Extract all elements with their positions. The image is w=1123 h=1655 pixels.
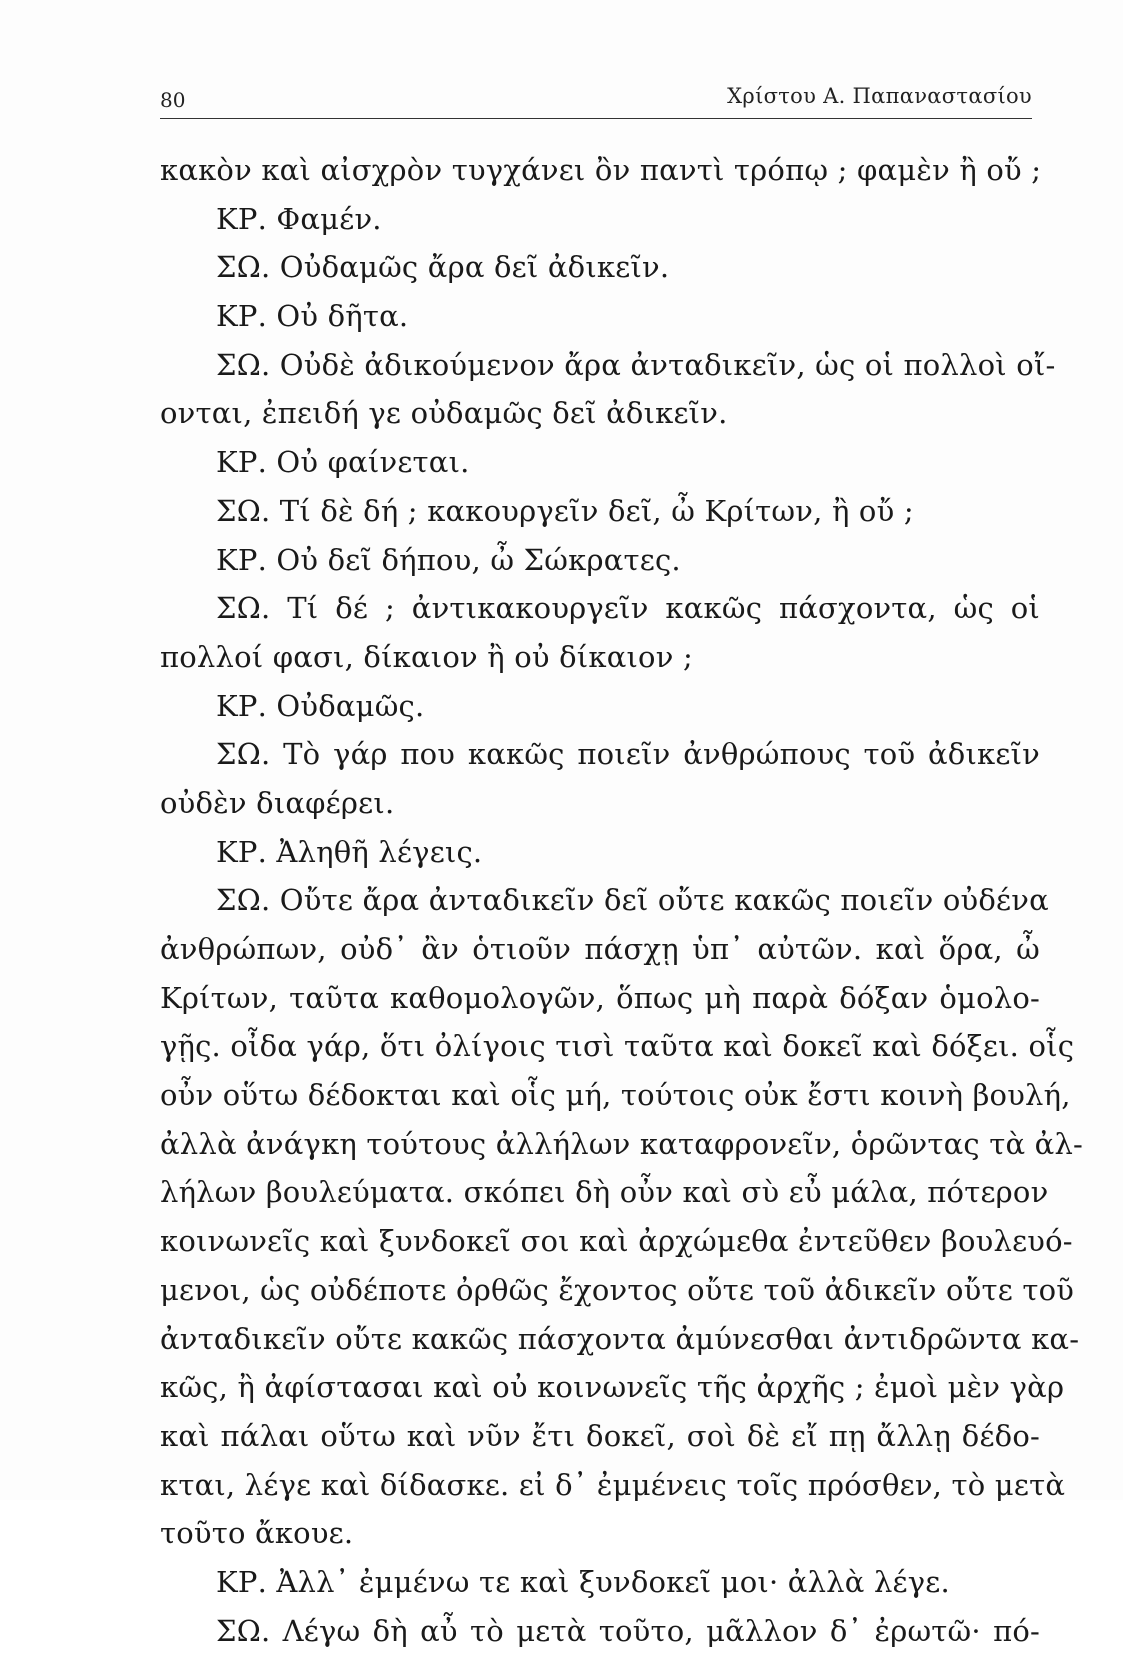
text-line: ΚΡ. Φαμέν. (216, 201, 382, 236)
text-line: ΣΩ. Τὸ γάρ που κακῶς ποιεῖν ἀνθρώπους τοῦ ἀδικεῖν (216, 737, 1040, 772)
text-line: ΚΡ. Οὐ δῆτα. (216, 299, 409, 334)
header-rule (160, 118, 1032, 119)
dialogue-text (160, 146, 1084, 1655)
text-line: ΣΩ. Οὐδὲ ἀδικούμενον ἄρα ἀνταδικεῖν, ὡς οἱ πολλοὶ οἴ- (216, 347, 1056, 382)
text-line: Κρίτων, ταῦτα καθομολογῶν, ὅπως μὴ παρὰ δόξαν ὁμολο- (160, 980, 1040, 1015)
text-line: ΚΡ. Οὐ φαίνεται. (216, 445, 470, 480)
text-line: κται, λέγε καὶ δίδασκε. εἰ δ᾽ ἐμμένεις τοῖς πρόσθεν, τὸ μετὰ (160, 1467, 1066, 1502)
text-line: ἀνταδικεῖν οὔτε κακῶς πάσχοντα ἀμύνεσθαι ἀντιδρῶντα κα- (160, 1321, 1080, 1356)
text-line: οὐδὲν διαφέρει. (160, 785, 395, 820)
text-line: καὶ πάλαι οὕτω καὶ νῦν ἔτι δοκεῖ, σοὶ δὲ εἴ πῃ ἄλλῃ δέδο- (160, 1418, 1040, 1453)
text-line: ΣΩ. Οὐδαμῶς ἄρα δεῖ ἀδικεῖν. (216, 250, 670, 285)
page-number: 80 (160, 88, 186, 112)
text-line: λήλων βουλεύματα. σκόπει δὴ οὖν καὶ σὺ εὖ μάλα, πότερον (160, 1175, 1049, 1210)
text-line: ΣΩ. Λέγω δὴ αὖ τὸ μετὰ τοῦτο, μᾶλλον δ᾽ ἐρωτῶ· πό- (216, 1613, 1040, 1648)
text-line: πολλοί φασι, δίκαιον ἢ οὐ δίκαιον ; (160, 639, 693, 674)
text-line: τοῦτο ἄκουε. (160, 1516, 354, 1551)
text-line: γῇς. οἶδα γάρ, ὅτι ὀλίγοις τισὶ ταῦτα καὶ δοκεῖ καὶ δόξει. οἷς (160, 1029, 1075, 1064)
text-line: ΚΡ. Οὐ δεῖ δήπου, ὦ Σώκρατες. (216, 542, 681, 577)
text-line: κακὸν καὶ αἰσχρὸν τυγχάνει ὂν παντὶ τρόπῳ ; φαμὲν ἢ οὔ ; (160, 153, 1042, 187)
text-line: κῶς, ἢ ἀφίστασαι καὶ οὐ κοινωνεῖς τῆς ἀρχῆς ; ἐμοὶ μὲν γὰρ (160, 1370, 1065, 1405)
text-line: ΚΡ. Ἀληθῆ λέγεις. (216, 834, 483, 869)
text-line: ΚΡ. Οὐδαμῶς. (216, 688, 425, 723)
text-line: ονται, ἐπειδή γε οὐδαμῶς δεῖ ἀδικεῖν. (160, 396, 728, 431)
running-head: Χρίστου Α. Παπαναστασίου (727, 84, 1032, 108)
text-line: ἀνθρώπων, οὐδ᾽ ἂν ὁτιοῦν πάσχῃ ὑπ᾽ αὐτῶν. καὶ ὅρα, ὦ (160, 932, 1040, 966)
text-line: ΣΩ. Τί δέ ; ἀντικακουργεῖν κακῶς πάσχοντα, ὡς οἱ (216, 591, 1040, 626)
text-line: ΣΩ. Τί δὲ δή ; κακουργεῖν δεῖ, ὦ Κρίτων, ἢ οὔ ; (216, 493, 914, 528)
text-line: κοινωνεῖς καὶ ξυνδοκεῖ σοι καὶ ἀρχώμεθα ἐντεῦθεν βουλευό- (160, 1224, 1073, 1259)
text-line: ΣΩ. Οὔτε ἄρα ἀνταδικεῖν δεῖ οὔτε κακῶς ποιεῖν οὐδένα (216, 883, 1049, 918)
page-header (160, 80, 1032, 110)
text-line: μενοι, ὡς οὐδέποτε ὀρθῶς ἔχοντος οὔτε τοῦ ἀδικεῖν οὔτε τοῦ (160, 1272, 1075, 1307)
text-line: οὖν οὕτω δέδοκται καὶ οἷς μή, τούτοις οὐκ ἔστι κοινὴ βουλή, (160, 1078, 1071, 1113)
text-line: ΚΡ. Ἀλλ᾽ ἐμμένω τε καὶ ξυνδοκεῖ μοι· ἀλλὰ λέγε. (216, 1564, 950, 1599)
text-line: ἀλλὰ ἀνάγκη τούτους ἀλλήλων καταφρονεῖν, ὁρῶντας τὰ ἀλ- (160, 1126, 1084, 1161)
